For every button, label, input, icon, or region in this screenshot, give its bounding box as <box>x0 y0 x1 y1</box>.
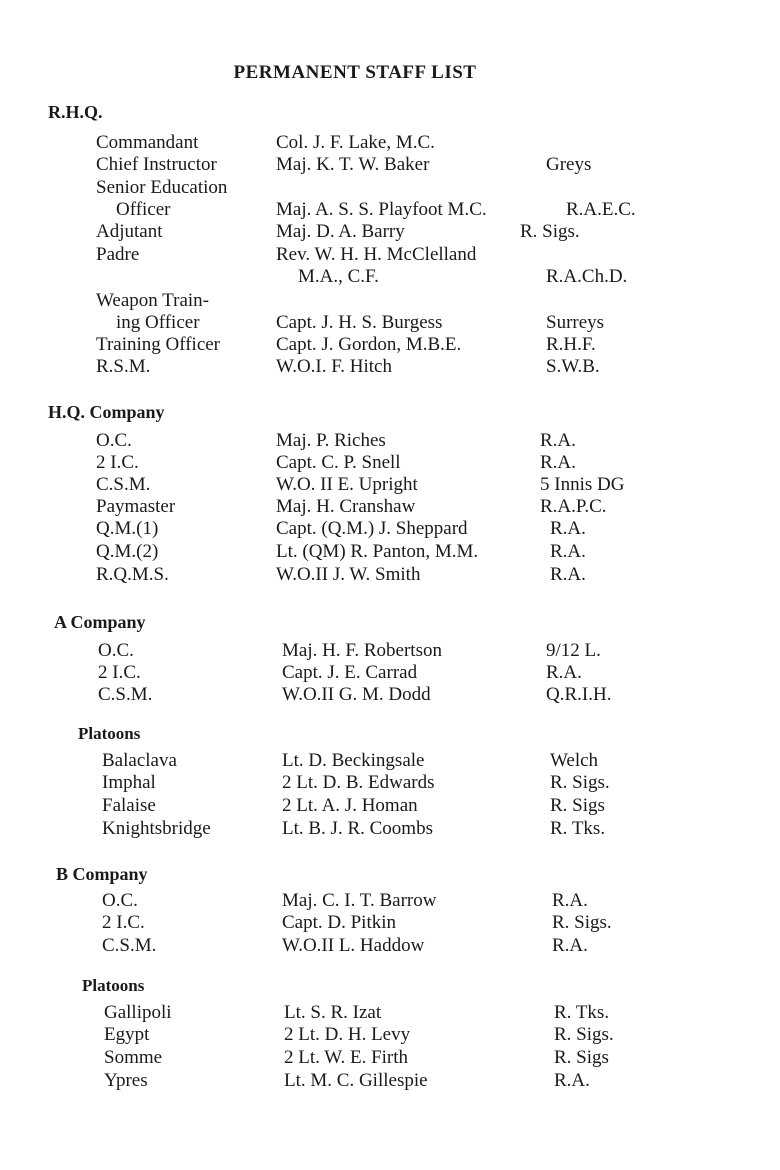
rhq-name: Maj. K. T. W. Baker <box>276 154 430 175</box>
a-row <box>0 662 780 684</box>
hq-unit: R.A. <box>550 518 586 539</box>
hq-unit: R.A. <box>540 430 576 451</box>
b-platoon-row <box>0 1047 780 1069</box>
rhq-role: Officer <box>116 199 171 220</box>
a-platoon-row <box>0 818 780 840</box>
rhq-row <box>0 334 780 356</box>
a-platoon-row <box>0 795 780 817</box>
platoon-unit: R. Tks. <box>554 1002 610 1023</box>
platoon-unit: Welch <box>550 750 599 771</box>
hq-role: Q.M.(1) <box>96 518 159 539</box>
rhq-name: Capt. J. H. S. Burgess <box>276 312 443 333</box>
hq-row <box>0 496 780 518</box>
hq-name: Lt. (QM) R. Panton, M.M. <box>276 541 479 562</box>
hq-unit: R.A. <box>540 452 576 473</box>
platoon-officer: 2 Lt. A. J. Homan <box>282 795 418 816</box>
rhq-unit: R.A.Ch.D. <box>546 266 628 287</box>
b-name: Capt. D. Pitkin <box>282 912 397 933</box>
platoon-unit: R.A. <box>554 1070 590 1091</box>
b-role: C.S.M. <box>102 935 157 956</box>
a-row <box>0 640 780 662</box>
hq-name: Capt. (Q.M.) J. Sheppard <box>276 518 468 539</box>
b-platoon-row <box>0 1002 780 1024</box>
platoon-officer: Lt. B. J. R. Coombs <box>282 818 433 839</box>
rhq-unit: R.H.F. <box>546 334 596 355</box>
b-platoon-row <box>0 1024 780 1046</box>
hq-unit: R.A. <box>550 541 586 562</box>
hq-name: Maj. P. Riches <box>276 430 386 451</box>
hq-role: C.S.M. <box>96 474 151 495</box>
platoon-name: Egypt <box>104 1024 150 1045</box>
section-heading-hq-company: H.Q. Company <box>48 402 165 422</box>
hq-unit: R.A. <box>550 564 586 585</box>
a-platoons-heading: Platoons <box>78 724 141 743</box>
hq-unit: R.A.P.C. <box>540 496 607 517</box>
rhq-name: Capt. J. Gordon, M.B.E. <box>276 334 462 355</box>
a-role: C.S.M. <box>98 684 153 705</box>
a-platoon-row <box>0 750 780 772</box>
a-row <box>0 684 780 706</box>
b-platoon-row <box>0 1070 780 1092</box>
rhq-row <box>0 356 780 378</box>
rhq-row <box>0 244 780 266</box>
platoon-unit: R. Tks. <box>550 818 606 839</box>
section-heading-a-company: A Company <box>54 612 146 632</box>
rhq-name: M.A., C.F. <box>298 266 379 287</box>
hq-name: Capt. C. P. Snell <box>276 452 401 473</box>
hq-name: Maj. H. Cranshaw <box>276 496 416 517</box>
rhq-row <box>0 199 780 221</box>
rhq-unit: S.W.B. <box>546 356 600 377</box>
rhq-name: Maj. D. A. Barry <box>276 221 405 242</box>
platoon-name: Ypres <box>104 1070 148 1091</box>
b-role: 2 I.C. <box>102 912 145 933</box>
section-heading-b-company: B Company <box>56 864 148 884</box>
a-name: W.O.II G. M. Dodd <box>282 684 431 705</box>
platoon-name: Somme <box>104 1047 163 1068</box>
rhq-role: Senior Education <box>96 177 228 198</box>
rhq-role: R.S.M. <box>96 356 151 377</box>
rhq-role: Padre <box>96 244 140 265</box>
platoon-name: Gallipoli <box>104 1002 172 1023</box>
hq-row <box>0 452 780 474</box>
rhq-role: Weapon Train- <box>96 290 209 311</box>
b-platoons-heading: Platoons <box>82 976 145 995</box>
hq-role: Paymaster <box>96 496 176 517</box>
platoon-unit: R. Sigs. <box>550 772 610 793</box>
rhq-name: W.O.I. F. Hitch <box>276 356 392 377</box>
hq-role: R.Q.M.S. <box>96 564 169 585</box>
a-unit: R.A. <box>546 662 582 683</box>
rhq-role: Training Officer <box>96 334 221 355</box>
b-unit: R.A. <box>552 890 588 911</box>
hq-role: O.C. <box>96 430 132 451</box>
platoon-officer: 2 Lt. W. E. Firth <box>284 1047 409 1068</box>
rhq-unit: Surreys <box>546 312 605 333</box>
a-role: O.C. <box>98 640 134 661</box>
rhq-role: Chief Instructor <box>96 154 217 175</box>
b-row <box>0 912 780 934</box>
platoon-officer: 2 Lt. D. H. Levy <box>284 1024 411 1045</box>
hq-row <box>0 564 780 586</box>
page-title: PERMANENT STAFF LIST <box>233 62 477 83</box>
a-name: Capt. J. E. Carrad <box>282 662 418 683</box>
b-unit: R.A. <box>552 935 588 956</box>
hq-role: 2 I.C. <box>96 452 139 473</box>
b-name: Maj. C. I. T. Barrow <box>282 890 437 911</box>
rhq-unit: R. Sigs. <box>520 221 580 242</box>
hq-row <box>0 430 780 452</box>
platoon-officer: Lt. M. C. Gillespie <box>284 1070 428 1091</box>
platoon-officer: 2 Lt. D. B. Edwards <box>282 772 435 793</box>
a-unit: Q.R.I.H. <box>546 684 612 705</box>
platoon-officer: Lt. S. R. Izat <box>284 1002 382 1023</box>
a-role: 2 I.C. <box>98 662 141 683</box>
rhq-role: Adjutant <box>96 221 163 242</box>
hq-unit: 5 Innis DG <box>540 474 625 495</box>
platoon-officer: Lt. D. Beckingsale <box>282 750 425 771</box>
hq-name: W.O.II J. W. Smith <box>276 564 421 585</box>
platoon-unit: R. Sigs. <box>554 1024 614 1045</box>
platoon-name: Falaise <box>102 795 156 816</box>
rhq-name: Rev. W. H. H. McClelland <box>276 244 477 265</box>
platoon-name: Knightsbridge <box>102 818 211 839</box>
b-row <box>0 890 780 912</box>
rhq-name: Maj. A. S. S. Playfoot M.C. <box>276 199 487 220</box>
hq-row <box>0 474 780 496</box>
rhq-row <box>0 312 780 334</box>
b-row <box>0 935 780 957</box>
b-unit: R. Sigs. <box>552 912 612 933</box>
rhq-row <box>0 266 780 288</box>
rhq-unit: Greys <box>546 154 592 175</box>
rhq-name: Col. J. F. Lake, M.C. <box>276 132 435 153</box>
section-heading-rhq: R.H.Q. <box>48 102 103 122</box>
a-platoon-row <box>0 772 780 794</box>
platoon-unit: R. Sigs <box>550 795 605 816</box>
a-name: Maj. H. F. Robertson <box>282 640 442 661</box>
rhq-unit: R.A.E.C. <box>566 199 636 220</box>
rhq-row <box>0 221 780 243</box>
hq-name: W.O. II E. Upright <box>276 474 418 495</box>
rhq-role: ing Officer <box>116 312 200 333</box>
hq-row <box>0 541 780 563</box>
b-role: O.C. <box>102 890 138 911</box>
rhq-row <box>0 154 780 176</box>
rhq-role: Commandant <box>96 132 199 153</box>
hq-row <box>0 518 780 540</box>
a-unit: 9/12 L. <box>546 640 601 661</box>
rhq-row <box>0 177 780 199</box>
platoon-name: Imphal <box>102 772 156 793</box>
rhq-row <box>0 132 780 154</box>
rhq-row <box>0 290 780 312</box>
b-name: W.O.II L. Haddow <box>282 935 425 956</box>
platoon-unit: R. Sigs <box>554 1047 609 1068</box>
platoon-name: Balaclava <box>102 750 177 771</box>
hq-role: Q.M.(2) <box>96 541 159 562</box>
